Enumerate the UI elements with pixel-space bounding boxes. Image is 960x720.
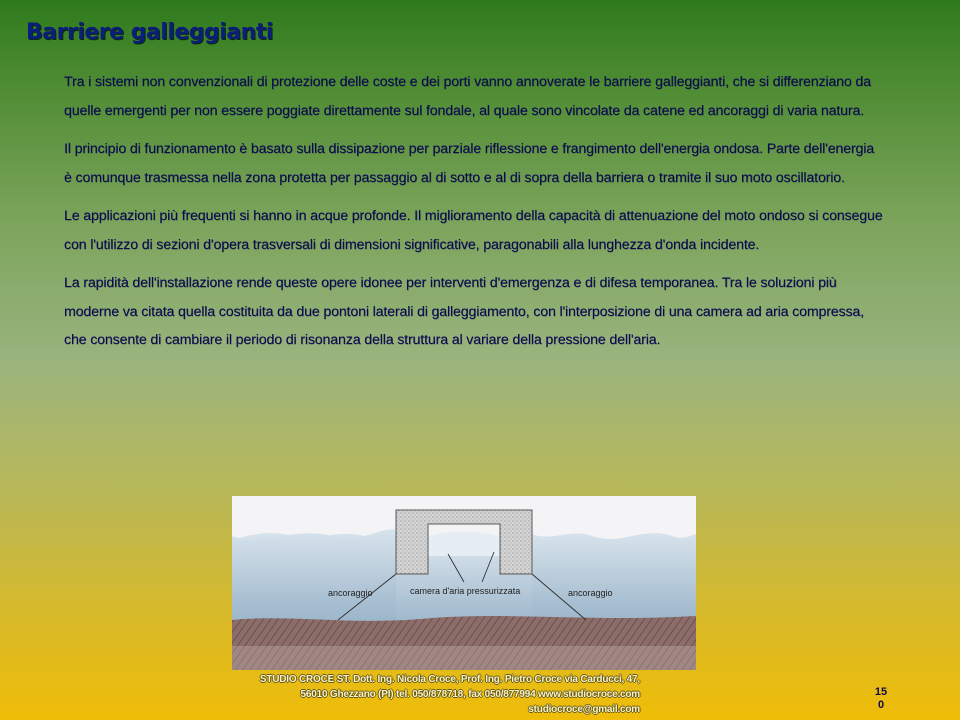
paragraph-3: Le applicazioni più frequenti si hanno in acque profonde. Il miglioramento della capacità di attenuazione del moto ondoso si consegue con l'utilizzo di sezioni d'opera trasversali di dimensioni significative, paragonabili alla lunghezza d'onda incidente. <box>64 208 883 253</box>
footer-line-1: STUDIO CROCE ST. Dott. Ing. Nicola Croce, Prof. Ing. Pietro Croce via Carducci, 47, <box>259 674 640 685</box>
page-number-line-2: 0 <box>877 699 885 711</box>
air-chamber <box>428 532 500 557</box>
paragraph-4: La rapidità dell'installazione rende queste opere idonee per interventi d'emergenza e di difesa temporanea. Tra le soluzioni più moderne va citata quella costituita da due pontoni laterali di galleggiamento, con l'interposizione di una camera ad aria compressa, che consente di cambiare il periodo di risonanza della struttura al variare della pressione dell'aria. <box>64 275 864 348</box>
footer-line-3: studiocroce@gmail.com <box>528 704 640 715</box>
footer-credits <box>120 672 640 717</box>
seabed-lower <box>232 646 696 670</box>
page-number-line-1: 15 <box>874 686 888 698</box>
slide-title: Barriere galleggianti <box>26 20 273 45</box>
paragraph-2: Il principio di funzionamento è basato sulla dissipazione per parziale riflessione e frangimento dell'energia ondosa. Parte dell'energia è comunque trasmessa nella zona protetta per passaggio al di sotto e al di sopra della barriera o tramite il suo moto oscillatorio. <box>64 141 874 186</box>
slide-body <box>64 68 884 365</box>
page-number <box>866 686 896 712</box>
footer-line-2: 56010 Ghezzano (PI) tel. 050/878718, fax 050/877994 www.studiocroce.com <box>300 689 640 700</box>
label-air-chamber: camera d'aria pressurizzata <box>410 586 521 596</box>
diagram-svg <box>232 496 696 670</box>
floating-barrier-diagram <box>232 496 696 670</box>
paragraph-1: Tra i sistemi non convenzionali di protezione delle coste e dei porti vanno annoverate le barriere galleggianti, che si differenziano da quelle emergenti per non essere poggiate direttamente sul fondale, al quale sono vincolate da catene ed ancoraggi di varia natura. <box>64 74 871 119</box>
label-anchor-left: ancoraggio <box>328 588 373 598</box>
label-anchor-right: ancoraggio <box>568 588 613 598</box>
